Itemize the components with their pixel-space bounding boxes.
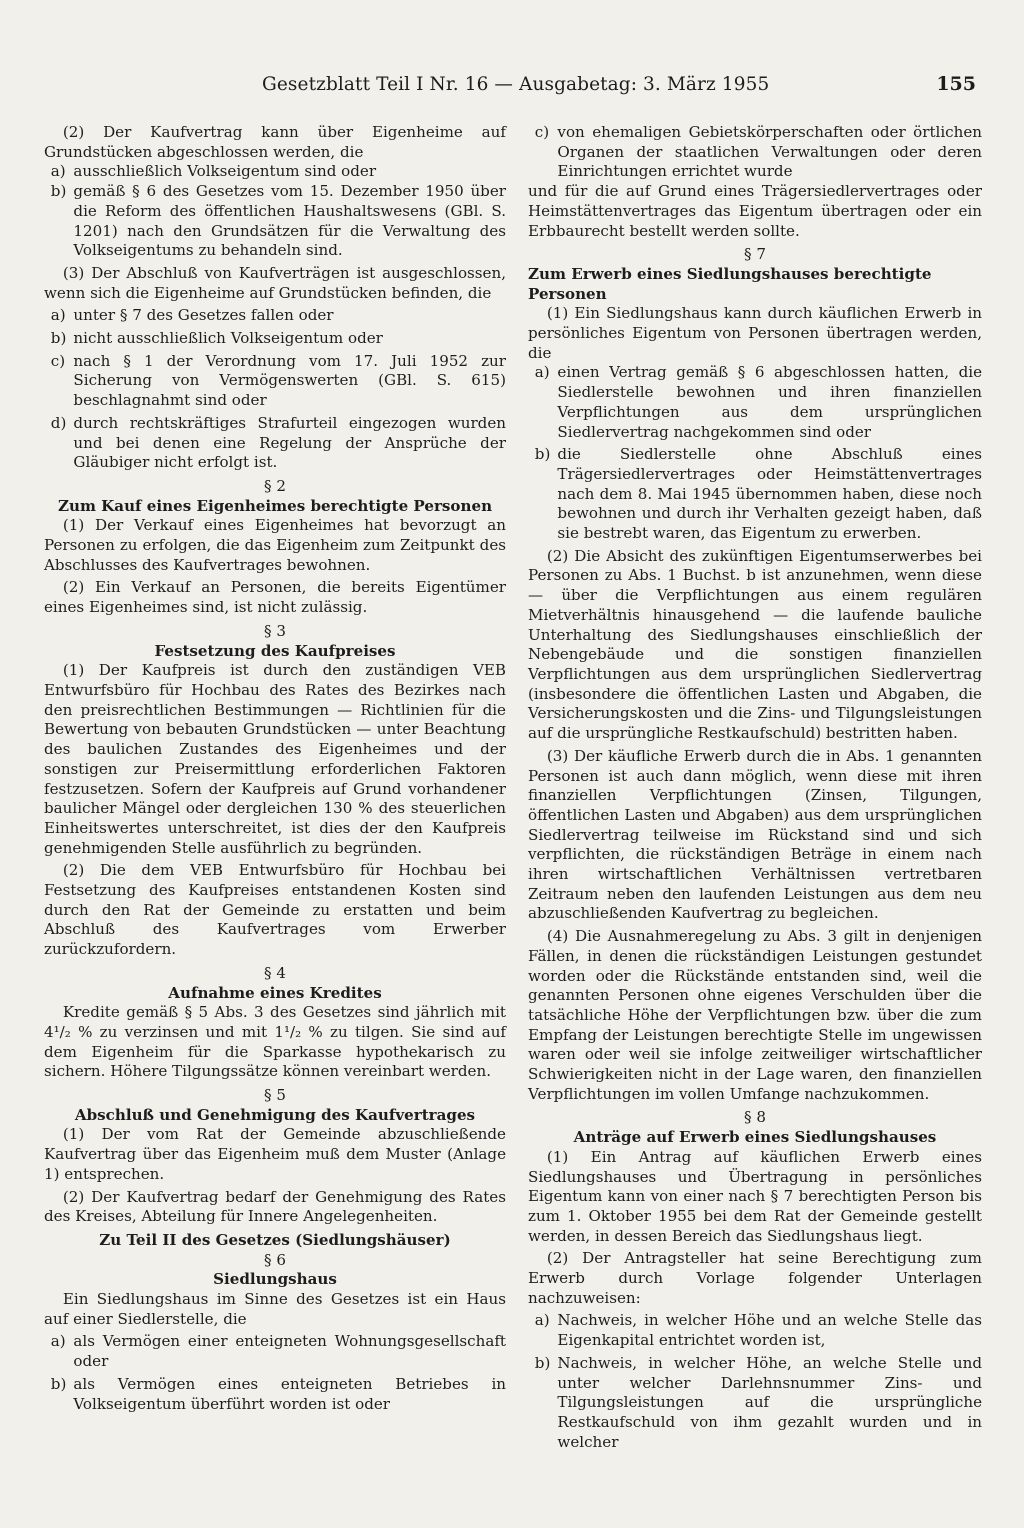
section-number: § 6 [264,1250,286,1269]
paragraph: Ein Siedlungshaus im Sinne des Gesetzes ist ein Haus auf einer Siedlerstelle, die [44,1290,506,1328]
paragraph: (1) Der vom Rat der Gemeinde abzuschließende Kaufvertrag über das Eigenheim muß dem Muster (Anlage 1) entsprechen. [44,1125,506,1183]
section-number: § 7 [744,245,766,264]
list-item [528,123,982,182]
list-text: als Vermögen einer enteigneten Wohnungsgesellschaft oder [73,1332,506,1371]
left-column [44,123,506,1414]
list-marker: a) [534,1311,550,1330]
section-number: § 2 [264,476,286,495]
part-heading: Zu Teil II des Gesetzes (Siedlungshäuser) [99,1230,451,1249]
list-text: unter § 7 des Gesetzes fallen oder [73,306,334,325]
section-number: § 8 [744,1108,766,1127]
list-marker: d) [50,413,67,432]
paragraph: (4) Die Ausnahmeregelung zu Abs. 3 gilt in denjenigen Fällen, in denen die rückständigen Leistungen gestundet worden oder die Rückstände entstanden sind, weil die genannten Personen ohne eigenes Verschulden über die tatsächliche Höhe der Verpflichtungen bzw. über die zum Empfang der Leistungen berechtigte Stelle im ungewissen waren oder weil sie infolge zeitweiliger wirtschaftlicher Schwierigkeiten nicht in der Lage waren, den finanziellen Verpflichtungen im vollen Umfange nachzukommen. [528,927,982,1103]
list-item [44,414,506,473]
list-item [44,182,506,261]
list-marker: b) [50,329,67,348]
paragraph: (1) Ein Siedlungshaus kann durch käuflichen Erwerb in persönliches Eigentum von Personen übertragen werden, die [528,304,982,362]
list-marker: b) [50,182,67,201]
list-text: nicht ausschließlich Volkseigentum oder [73,329,383,348]
section-number: § 4 [264,963,286,982]
page-header [262,74,982,104]
list-text: Nachweis, in welcher Höhe, an welche Stelle und unter welcher Darlehnsnummer Zins- und Tilgungsleistungen auf die ursprüngliche Restkaufschuld von ihm gezahlt wurden und in welcher [557,1353,982,1451]
list-text: Nachweis, in welcher Höhe und an welche Stelle das Eigenkapital entrichtet worden ist, [557,1311,982,1350]
section-number: § 5 [264,1086,286,1105]
list-item [528,1311,982,1350]
section-heading: Anträge auf Erwerb eines Siedlungshauses [573,1128,937,1147]
list-item [528,1354,982,1453]
list-marker: a) [50,1332,66,1351]
list-item [44,352,506,411]
paragraph: (1) Der Kaufpreis ist durch den zuständigen VEB Entwurfsbüro für Hochbau des Rates des Bezirkes nach den preisrechtlichen Bestimmungen — Richtlinien für die Bewertung von bebauten Grundstücken — unter Beachtung des baulichen Zustandes des Eigenheimes und der sonstigen zur Preisermittlung erforderlichen Faktoren festzusetzen. Sofern der Kaufpreis auf Grund vorhandener baulicher Mängel oder dergleichen 130 % des steuerlichen Einheitswertes unterschreitet, ist dies der den Kaufpreis genehmigenden Stelle ausführlich zu begründen. [44,661,506,857]
paragraph: (2) Ein Verkauf an Personen, die bereits Eigentümer eines Eigenheimes sind, ist nicht zulässig. [44,578,506,617]
list-text: gemäß § 6 des Gesetzes vom 15. Dezember 1950 über die Reform des öffentlichen Haushaltswesens (GBl. S. 1201) nach den Grundsätzen für die Verwaltung des Volkseigentums zu behandeln sind. [73,182,506,260]
list-item [44,306,506,326]
list-marker: c) [534,123,550,141]
section-heading: Zum Erwerb eines Siedlungshauses berechtigte Personen [528,264,932,303]
paragraph: (2) Die dem VEB Entwurfsbüro für Hochbau bei Festsetzung des Kaufpreises entstandenen Kosten sind durch den Rat der Gemeinde zu erstatten und beim Abschluß des Kaufvertrages vom Erwerber zurückzufordern. [44,861,506,959]
page-number: 155 [936,73,976,95]
paragraph: (2) Die Absicht des zukünftigen Eigentumserwerbes bei Personen zu Abs. 1 Buchst. b ist anzunehmen, wenn diese — über die Verpflichtungen aus einem regulären Mietverhältnis hinausgehend — die laufende bauliche Unterhaltung des Siedlungshauses einschließlich der Nebengebäude und die sonstigen finanziellen Verpflichtungen aus dem ursprünglichen Siedlervertrag (insbesondere die öffentlichen Lasten und Abgaben, die Versicherungskosten und die Zins- und Tilgungsleistungen auf die ursprüngliche Restkaufschuld) bestritten haben. [528,546,982,743]
list-text: durch rechtskräftiges Strafurteil eingezogen wurden und bei denen eine Regelung der Ansprüche der Gläubiger nicht erfolgt ist. [73,413,506,472]
paragraph: (2) Der Kaufvertrag kann über Eigenheime auf Grundstücken abgeschlossen werden, die [44,123,506,161]
paragraph: (1) Ein Antrag auf käuflichen Erwerb eines Siedlungshauses und Übertragung in persönliches Eigentum kann von einer nach § 7 berechtigten Person bis zum 1. Oktober 1955 bei dem Rat der Gemeinde gestellt werden, in dessen Bereich das Siedlungshaus liegt. [528,1147,982,1245]
paragraph: (2) Der Kaufvertrag bedarf der Genehmigung des Rates des Kreises, Abteilung für Innere Angelegenheiten. [44,1187,506,1226]
header-title: Gesetzblatt Teil I Nr. 16 — Ausgabetag: 3. März 1955 [262,74,770,95]
paragraph: (2) Der Antragsteller hat seine Berechtigung zum Erwerb durch Vorlage folgender Unterlagen nachzuweisen: [528,1249,982,1307]
list-item [44,1332,506,1371]
list-text: als Vermögen eines enteigneten Betriebes in Volkseigentum überführt worden ist oder [73,1374,506,1413]
paragraph: und für die auf Grund eines Trägersiedlervertrages oder Heimstättenvertrages das Eigentum übertragen oder ein Erbbaurecht bestellt werden sollte. [528,182,982,240]
section-heading: Aufnahme eines Kredites [168,983,382,1002]
list-text: ausschließlich Volkseigentum sind oder [73,162,377,181]
section-heading: Siedlungshaus [213,1270,337,1289]
right-column [528,123,982,1452]
paragraph: (3) Der käufliche Erwerb durch die in Abs. 1 genannten Personen ist auch dann möglich, wenn diese mit ihren finanziellen Verpflichtungen (Zinsen, Tilgungen, öffentlichen Lasten und Abgaben) aus dem ursprünglichen Siedlervertrag teilweise im Rückstand sind und sich verpflichten, die rückständigen Beträge in einem nach ihren wirtschaftlichen Verhältnissen vertretbaren Zeitraum neben den laufenden Leistungen aus dem neu abzuschließenden Kaufvertrag zu begleichen. [528,746,982,923]
list-item [528,445,982,544]
section-heading: Festsetzung des Kaufpreises [154,641,396,660]
list-text: nach § 1 der Verordnung vom 17. Juli 1952 zur Sicherung von Vermögenswerten (GBl. S. 615) beschlagnahmt sind oder [73,351,506,410]
list-text: von ehemaligen Gebietskörperschaften oder örtlichen Organen der staatlichen Verwaltungen oder deren Einrichtungen errichtet wurde [557,123,982,181]
section-heading: Abschluß und Genehmigung des Kaufvertrages [74,1105,476,1124]
list-marker: c) [50,351,66,370]
section-heading: Zum Kauf eines Eigenheimes berechtigte Personen [57,496,493,515]
list-text: einen Vertrag gemäß § 6 abgeschlossen hatten, die Siedlerstelle bewohnen und ihren finanziellen Verpflichtungen aus dem ursprünglichen Siedlervertrag nachgekommen sind oder [557,363,982,441]
list-item [528,363,982,442]
list-marker: a) [50,162,66,181]
list-marker: a) [50,306,66,325]
list-item [44,162,506,182]
list-marker: b) [534,1353,551,1372]
paragraph: (1) Der Verkauf eines Eigenheimes hat bevorzugt an Personen zu erfolgen, die das Eigenheim zum Zeitpunkt des Abschlusses des Kaufvertrages bewohnen. [44,516,506,574]
list-marker: b) [534,445,551,464]
list-item [44,329,506,349]
paragraph: (3) Der Abschluß von Kaufverträgen ist ausgeschlossen, wenn sich die Eigenheime auf Grundstücken befinden, die [44,263,506,302]
list-marker: a) [534,363,550,382]
section-number: § 3 [264,621,286,640]
paragraph: Kredite gemäß § 5 Abs. 3 des Gesetzes sind jährlich mit 4¹/₂ % zu verzinsen und mit 1¹/₂ % zu tilgen. Sie sind auf dem Eigenheim für die Sparkasse hypothekarisch zu sichern. Höhere Tilgungssätze können vereinbart werden. [44,1003,506,1081]
list-marker: b) [50,1374,67,1393]
list-text: die Siedlerstelle ohne Abschluß eines Trägersiedlervertrages oder Heimstättenvertrages nach dem 8. Mai 1945 übernommen haben, diese noch bewohnen und durch ihr Verhalten gezeigt haben, daß sie bestrebt waren, das Eigentum zu erwerben. [557,445,982,543]
list-item [44,1375,506,1414]
